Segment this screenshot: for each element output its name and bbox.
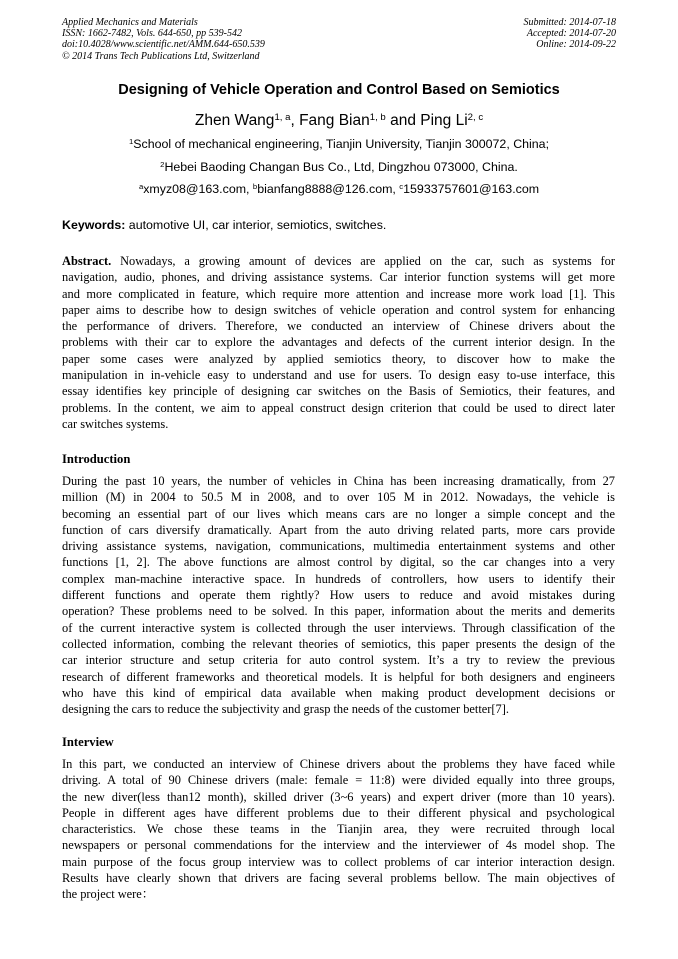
text-line: In this part, we conducted an interview of Chinese drivers about the problems they have faced while bbox=[62, 757, 615, 771]
author-affiliation-mark: 1, b bbox=[369, 111, 386, 123]
author-emails bbox=[62, 182, 616, 196]
text-line: During the past 10 years, the number of vehicles in China has been increasing dramatically, from 27 bbox=[62, 474, 615, 488]
text-line: complex man-machine interactive space. In hundreds of controllers, how users to identify their bbox=[62, 571, 615, 586]
email-address: 15933757601@163.com bbox=[403, 182, 540, 196]
affiliation-text: School of mechanical engineering, Tianjin University, Tianjin 300072, China; bbox=[133, 137, 550, 151]
text-line: essay identifies key principle of designing car switches on the Basis of Semiotics, their features, and bbox=[62, 384, 615, 399]
text-line: Results have clearly shown that drivers are facing several problems bellow. The main objectives of bbox=[62, 871, 615, 886]
text-line: car interior structure and setup criteria for auto control system. It’s a try to review the previous bbox=[62, 653, 615, 668]
text-line: car switches systems. bbox=[62, 416, 169, 431]
text-line: collected information, combing the relevant theories of semiotics, this paper presents the design of the bbox=[62, 636, 615, 651]
keywords-label: Keywords: bbox=[62, 218, 126, 232]
text-line: operation? These problems need to be solved. In this paper, information about the merits and demerits bbox=[62, 604, 615, 619]
author-name: Ping Li bbox=[420, 112, 468, 129]
text-line: function of cars diversify dramatically. Apart from the auto driving related parts, more cars provide bbox=[62, 522, 615, 537]
text-line: functions [1, 2]. The above functions are almost control by digital, so the car changes into a very bbox=[62, 555, 615, 570]
text-line: problems. In the content, we aim to appeal construct design criterion that could be used to direct later bbox=[62, 400, 615, 415]
email-address: xmyz08@163.com, bbox=[143, 182, 253, 196]
affiliation-mark: 2 bbox=[160, 159, 165, 169]
doi-line: doi:10.4028/www.scientific.net/AMM.644-650.539 bbox=[62, 39, 265, 51]
email-address: bianfang8888@126.com, bbox=[257, 182, 400, 196]
abstract bbox=[62, 253, 615, 432]
author-name: Fang Bian bbox=[299, 112, 370, 129]
text-line: paper some cases were analyzed by applied semiotics theory, to discover how to make the bbox=[62, 351, 615, 366]
author-affiliation-mark: 2, c bbox=[467, 111, 484, 123]
text-line: and more complicated in feature, which require more attention and increase more work load [1]. This bbox=[62, 286, 615, 301]
paper-title: Designing of Vehicle Operation and Control Based on Semiotics bbox=[118, 82, 560, 98]
introduction-body bbox=[62, 473, 615, 717]
text-line: different functions and operate them rightly? How users to reduce and avoid mistakes during bbox=[62, 588, 615, 603]
text-line: million (M) in 2004 to 50.5 M in 2008, and to over 105 M in 2012. Nowadays, the vehicle is bbox=[62, 490, 615, 505]
section-heading-introduction: Introduction bbox=[62, 452, 131, 466]
text-line: characteristics. We chose these teams in the Tianjin area, they were recruited through local bbox=[62, 822, 615, 837]
text-line: main purpose of the focus group interview was to collect problems of car interior interaction design. bbox=[62, 854, 615, 869]
online-date: Online: 2014-09-22 bbox=[536, 39, 616, 51]
text-line: manipulation in in-vehicle easy to understand and use for users. To design easy to-use interface, this bbox=[62, 368, 615, 383]
author-separator: and bbox=[385, 112, 421, 129]
text-line: the performance of drivers. Therefore, we conducted an interview of Chinese drivers about the bbox=[62, 319, 615, 334]
submitted-date: Submitted: 2014-07-18 bbox=[523, 17, 616, 28]
text-line: paper aims to describe how to design switches of vehicle operation and control system for enhancing bbox=[62, 302, 615, 317]
text-line: newspapers or personal commendations for the interview and the interviewer of 4s model shop. The bbox=[62, 838, 615, 853]
journal-name: Applied Mechanics and Materials bbox=[62, 17, 198, 28]
text-line: the project were： bbox=[62, 887, 155, 902]
keywords-text: automotive UI, car interior, semiotics, switches. bbox=[125, 218, 387, 232]
journal-header-left bbox=[62, 17, 392, 62]
copyright-line: © 2014 Trans Tech Publications Ltd, Switzerland bbox=[62, 50, 260, 62]
abstract-label: Abstract. bbox=[62, 254, 112, 268]
text-line: Abstract. Nowadays, a growing amount of devices are applied on the car, such as systems for bbox=[62, 254, 615, 268]
author-name: Zhen Wang bbox=[194, 112, 275, 129]
affiliation-1 bbox=[62, 137, 616, 151]
keywords bbox=[62, 218, 622, 232]
email-mark: a bbox=[138, 181, 144, 191]
section-heading-interview: Interview bbox=[62, 735, 114, 749]
affiliation-text: Hebei Baoding Changan Bus Co., Ltd, Dingzhou 073000, China. bbox=[164, 160, 518, 174]
accepted-date: Accepted: 2014-07-20 bbox=[526, 28, 616, 40]
text-line: designing the cars to reduce the subjectivity and grasp the needs of the customer better[7]. bbox=[62, 702, 509, 717]
text-line: driving. A total of 90 Chinese drivers (male: female = 11:8) were divided equally into three groups, bbox=[62, 773, 615, 788]
text-line: the new diver(less than12 month), skilled driver (3~6 years) and expert driver (more than 10 years). bbox=[62, 789, 615, 804]
affiliation-mark: 1 bbox=[128, 136, 134, 146]
text-line: problems with their car to explore the advantages and defects of the current interior design. In the bbox=[62, 335, 615, 350]
text-line: navigation, audio, phones, and driving assistance systems. Car interior function systems will get more bbox=[62, 270, 615, 285]
author-affiliation-mark: 1, a bbox=[274, 111, 291, 123]
text-line: driving assistance systems, navigation, communications, multimedia entertainment systems and other bbox=[62, 539, 615, 554]
email-mark: c bbox=[399, 181, 404, 191]
issn-line: ISSN: 1662-7482, Vols. 644-650, pp 539-542 bbox=[62, 28, 242, 40]
email-mark: b bbox=[252, 181, 258, 191]
affiliation-2 bbox=[62, 160, 616, 174]
text-line: becoming an essential part of our lives which means cars are no longer a simple concept and the bbox=[62, 506, 615, 521]
text-line: People in different ages have different problems due to their different physical and psychological bbox=[62, 805, 615, 820]
text-line: research of different frameworks and theoretical models. It is helpful for both designers and engineers bbox=[62, 669, 615, 684]
author-separator: , bbox=[290, 112, 300, 129]
interview-body bbox=[62, 756, 615, 903]
text-line: who have this kind of empirical data available when making product development decisions or bbox=[62, 685, 615, 700]
author-list bbox=[62, 112, 616, 130]
journal-header-right bbox=[380, 17, 616, 51]
text-line: of the current interactive system is collected through the user interviews. Through classification of the bbox=[62, 620, 615, 635]
